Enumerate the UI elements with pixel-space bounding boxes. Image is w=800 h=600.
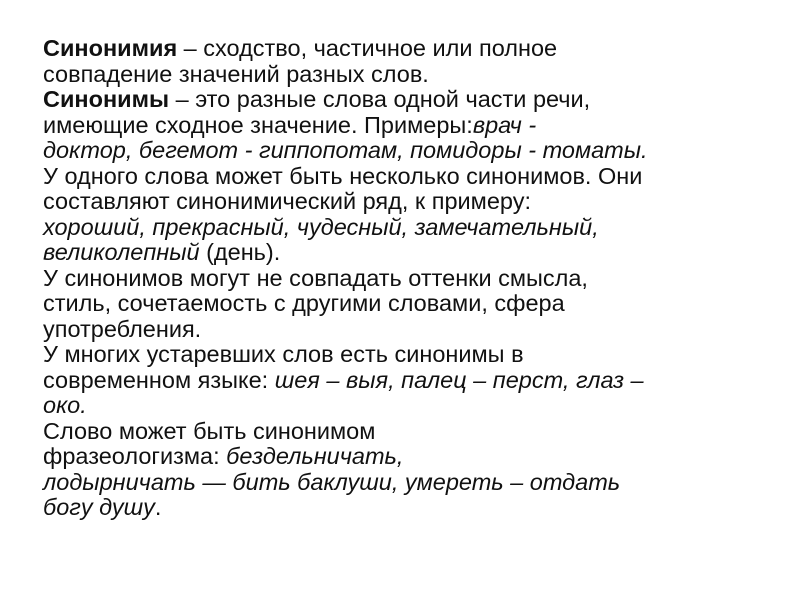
line (43, 368, 783, 394)
example-text: бездельничать, (226, 443, 404, 469)
example-text: око. (43, 392, 87, 418)
example-text: врач - (472, 111, 537, 138)
line (43, 342, 783, 368)
example-text: великолепный (43, 239, 200, 265)
line (43, 215, 783, 241)
line (43, 419, 783, 445)
definition-text: – сходство, частичное или полное (177, 35, 558, 61)
paragraph-text: Слово может быть синонимом (43, 417, 376, 444)
paragraph-text: . (154, 494, 162, 520)
definition-text: – это разные слова одной части речи, (169, 86, 591, 112)
paragraph-text: стиль, сочетаемость с другими словами, сфера (43, 290, 565, 316)
line (43, 266, 783, 292)
line (43, 87, 783, 113)
definition-text: имеющие сходное значение. Примеры: (43, 111, 473, 138)
example-text: хороший, прекрасный, чудесный, замечательный, (43, 213, 599, 240)
line (43, 317, 783, 343)
example-text: доктор, бегемот - гиппопотам, помидоры - томаты. (43, 137, 648, 163)
line (43, 138, 783, 164)
paragraph-text: составляют синонимический ряд, к примеру: (43, 188, 531, 214)
term-sinonimy: Синонимы (43, 86, 170, 112)
line (43, 470, 783, 496)
paragraph-text: У синонимов могут не совпадать оттенки смысла, (43, 264, 588, 291)
example-text: богу душу (43, 494, 155, 520)
line (43, 113, 783, 139)
example-text: шея – выя, палец – перст, глаз – (274, 366, 644, 393)
example-text: лодырничать — бить баклуши, умереть – отдать (43, 468, 621, 495)
line (43, 189, 783, 215)
line (43, 240, 783, 266)
line (43, 495, 783, 521)
paragraph-text: употребления. (43, 315, 202, 342)
line (43, 36, 783, 62)
line (43, 62, 783, 88)
line (43, 291, 783, 317)
paragraph-text: У многих устаревших слов есть синонимы в (43, 341, 524, 367)
paragraph-text: фразеологизма: (43, 443, 227, 469)
line (43, 164, 783, 190)
body-text (43, 36, 783, 521)
line (43, 444, 783, 470)
line (43, 393, 783, 419)
paragraph-text: У одного слова может быть несколько синонимов. Они (43, 162, 643, 189)
term-sinonimiya: Синонимия (43, 35, 178, 61)
paragraph-text: (день). (199, 239, 281, 265)
paragraph-text: современном языке: (43, 366, 275, 393)
definition-text: совпадение значений разных слов. (43, 60, 429, 87)
